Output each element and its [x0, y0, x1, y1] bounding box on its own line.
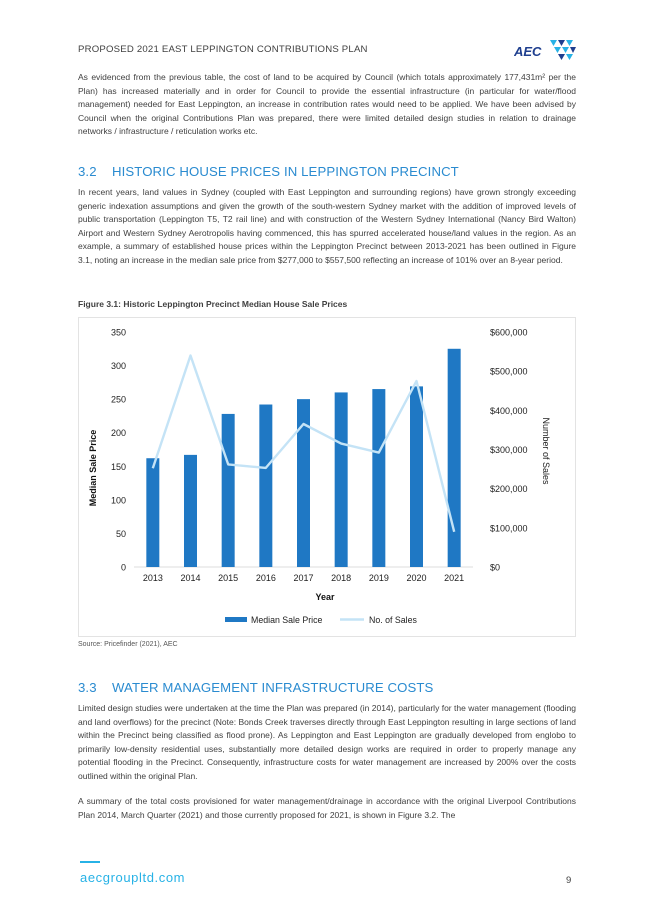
x-tick-label-2013: 2013: [142, 573, 163, 583]
y2-tick-label: $500,000: [490, 366, 528, 377]
x-tick-label-2014: 2014: [180, 573, 201, 583]
x-tick-label-2018: 2018: [331, 573, 352, 583]
y2-tick-label: $600,000: [490, 327, 528, 338]
x-tick-label-2021: 2021: [444, 573, 465, 583]
section-heading-3-3: [78, 680, 433, 695]
bar-median-sale-price-2018: [335, 392, 348, 567]
figure-caption: Figure 3.1: Historic Leppington Precinct Median House Sale Prices: [78, 299, 348, 309]
y2-tick-label: $200,000: [490, 484, 528, 495]
section-3-3-body-2: A summary of the total costs provisioned for water management/drainage in accordance with the original Liverpool Contributions Plan 2014, March Quarter (2021) and those currently proposed for 2021, is shown in Figure 3.2. The: [78, 796, 576, 820]
chart-container: [78, 317, 576, 637]
bar-median-sale-price-2021: [448, 349, 461, 567]
bar-median-sale-price-2014: [184, 455, 197, 567]
section-title: HISTORIC HOUSE PRICES IN LEPPINGTON PRECINCT: [112, 164, 459, 179]
legend-label-median: Median Sale Price: [251, 615, 323, 625]
logo-text: AEC: [514, 44, 542, 59]
chart-legend: [225, 615, 418, 625]
y2-tick-label: $100,000: [490, 523, 528, 534]
x-tick-label-2017: 2017: [293, 573, 314, 583]
legend-label-sales: No. of Sales: [369, 615, 417, 625]
aec-logo: [514, 37, 576, 61]
y-tick-label: 50: [115, 528, 126, 539]
document-title: PROPOSED 2021 EAST LEPPINGTON CONTRIBUTIONS PLAN: [78, 44, 368, 55]
y-tick-label: 0: [120, 562, 126, 573]
y-tick-label: 200: [110, 428, 126, 439]
section-number: 3.2: [78, 164, 97, 179]
bar-median-sale-price-2020: [410, 386, 423, 567]
x-tick-label-2016: 2016: [255, 573, 276, 583]
intro-paragraph: As evidenced from the previous table, the cost of land to be acquired by Council (which totals approximately 177,431m² per the Plan) has increased materially and in order for Council to provide the essential infrastructure (in particular for water/flood management) needed for East Leppington, an increase in contribution rates would need to be applied. We have been advised by Council when the original Contributions Plan was prepared, there were limited detailed design studies in relation to drainage networks / infrastructure / reticulation works etc.: [78, 72, 576, 137]
y2-tick-label: $0: [490, 562, 501, 573]
bar-median-sale-price-2019: [372, 389, 385, 567]
y2-tick-label: $400,000: [490, 405, 528, 416]
legend-swatch-median: [225, 617, 247, 622]
footer-website-link[interactable]: aecgroupltd.com: [80, 870, 186, 885]
y-tick-label: 150: [110, 461, 126, 472]
y-axis-label: Median Sale Price: [88, 429, 98, 507]
section-title: WATER MANAGEMENT INFRASTRUCTURE COSTS: [112, 680, 434, 695]
x-axis-label: Year: [315, 592, 335, 602]
x-tick-label-2019: 2019: [368, 573, 389, 583]
section-number: 3.3: [78, 680, 97, 695]
y-tick-label: 300: [110, 361, 126, 372]
footer-accent-line: [80, 861, 100, 863]
figure-source: Source: Pricefinder (2021), AEC: [78, 641, 178, 648]
section-heading-3-2: [78, 164, 459, 179]
section-3-2-body: In recent years, land values in Sydney (coupled with East Leppington and surrounding regions) have grown strongly exceeding generic indexation assumptions and given the growth of the south-western Sydney market with the addition of improved levels of public transportation (Leppington T5, T2 rail line) and with construction of the Western Sydney International (Nancy Bird Walton) Airport and Western Sydney Aerotropolis having commenced, this has spurred accelerated house/land values in the region. As an example, a summary of established house prices within the Leppington Precinct between 2013-2021 has been outlined in Figure 3.1, noting an increase in the median sale price from $277,000 to $557,500 reflecting an increase of 101% over an 8-year period.: [78, 187, 576, 265]
median-sale-price-chart: [79, 318, 575, 636]
x-tick-label-2020: 2020: [406, 573, 427, 583]
y-tick-label: 350: [110, 327, 126, 338]
y-tick-label: 100: [110, 495, 126, 506]
section-3-3-body-1: Limited design studies were undertaken at the time the Plan was prepared (in 2014), particularly for the water management (flooding and land overflows) for the precinct (Note: Bonds Creek traverses directly through East Leppington resulting in large sections of land within the Precinct being classified as flood prone). As Leppington and East Leppington are gradually developed from englobo to primarily low-density residential uses, substantially more detailed design works are required in order to properly manage any potential flooding in the Precinct. Consequently, infrastructure costs for water management are increased by 200% over the costs outlined within the original Plan.: [78, 703, 576, 781]
bar-median-sale-price-2015: [222, 414, 235, 567]
y2-axis-label: Number of Sales: [541, 417, 551, 485]
y2-tick-label: $300,000: [490, 445, 528, 455]
y-tick-label: 250: [110, 394, 126, 405]
page-header: [78, 44, 576, 68]
page-number: 9: [566, 875, 572, 886]
x-tick-label-2015: 2015: [218, 573, 239, 583]
bar-median-sale-price-2016: [259, 405, 272, 567]
bar-median-sale-price-2013: [146, 458, 159, 567]
